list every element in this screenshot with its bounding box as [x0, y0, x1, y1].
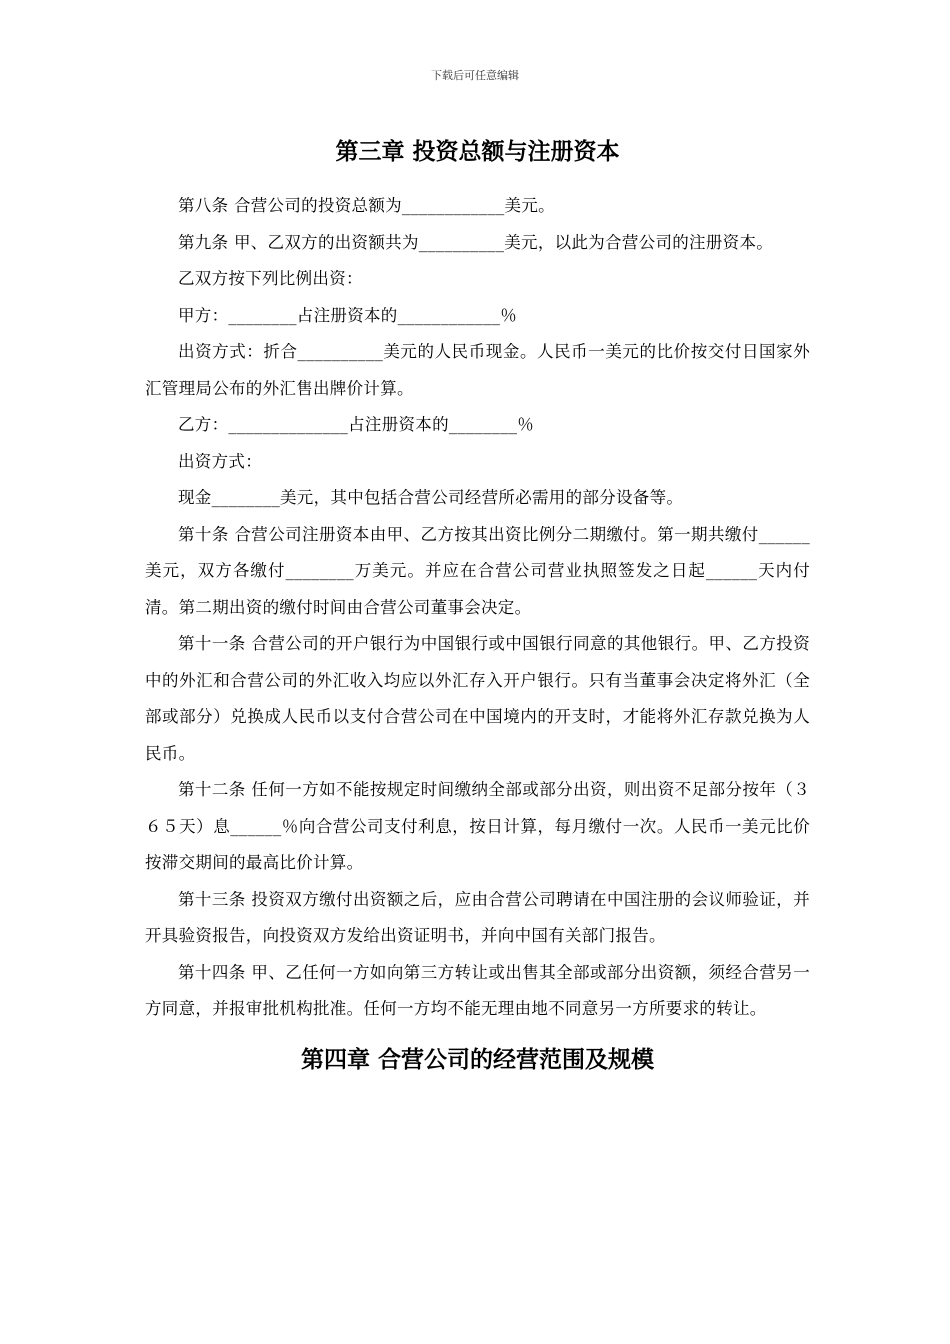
chapter-3-title: 第三章 投资总额与注册资本	[335, 139, 620, 165]
article-8-paragraph: 第八条 合营公司的投资总额为____________美元。	[178, 196, 555, 215]
contribution-ratio-intro: 乙双方按下列比例出资：	[178, 269, 363, 288]
article-10-paragraph: 第十条 合营公司注册资本由甲、乙方按其出资比例分二期缴付。第一期共缴付______美元，双方各缴付________万美元。并应在合营公司营业执照签发之日起______天内付清。第二期出资的缴付时间由合营公司董事会决定。	[145, 524, 810, 617]
chapter-4-title: 第四章 合营公司的经营范围及规模	[300, 1046, 654, 1073]
article-11-paragraph: 第十一条 合营公司的开户银行为中国银行或中国银行同意的其他银行。甲、乙方投资中的外汇和合营公司的外汇收入均应以外汇存入开户银行。只有当董事会决定将外汇（全部或部分）兑换成人民币以支付合营公司在中国境内的开支时，才能将外汇存款兑换为人民币。	[145, 634, 810, 763]
page-header-note: 下载后可任意编辑	[431, 69, 519, 82]
article-9-paragraph: 第九条 甲、乙双方的出资额共为__________美元，以此为合营公司的注册资本。	[178, 232, 774, 252]
article-13-paragraph: 第十三条 投资双方缴付出资额之后，应由合营公司聘请在中国注册的会议师验证，并开具验资报告，向投资双方发给出资证明书，并向中国有关部门报告。	[145, 889, 810, 945]
party-b-cash-contribution: 现金________美元，其中包括合营公司经营所必需用的部分设备等。	[178, 488, 684, 507]
party-b-share: 乙方：______________占注册资本的________％	[178, 415, 535, 434]
document-body	[145, 132, 810, 1080]
article-12-paragraph: 第十二条 任何一方如不能按规定时间缴纳全部或部分出资，则出资不足部分按年（３６５天）息______％向合营公司支付利息，按日计算，每月缴付一次。人民币一美元比价按滞交期间的最高比价计算。	[145, 780, 810, 872]
article-14-paragraph: 第十四条 甲、乙任何一方如向第三方转让或出售其全部或部分出资额，须经合营另一方同意，并报审批机构批准。任何一方均不能无理由地不同意另一方所要求的转让。	[145, 962, 810, 1018]
party-a-contribution-method: 出资方式：折合__________美元的人民币现金。人民币一美元的比价按交付日国家外汇管理局公布的外汇售出牌价计算。	[145, 342, 810, 398]
party-a-share: 甲方：________占注册资本的____________％	[178, 305, 517, 325]
party-b-contribution-method-label: 出资方式：	[178, 451, 262, 471]
